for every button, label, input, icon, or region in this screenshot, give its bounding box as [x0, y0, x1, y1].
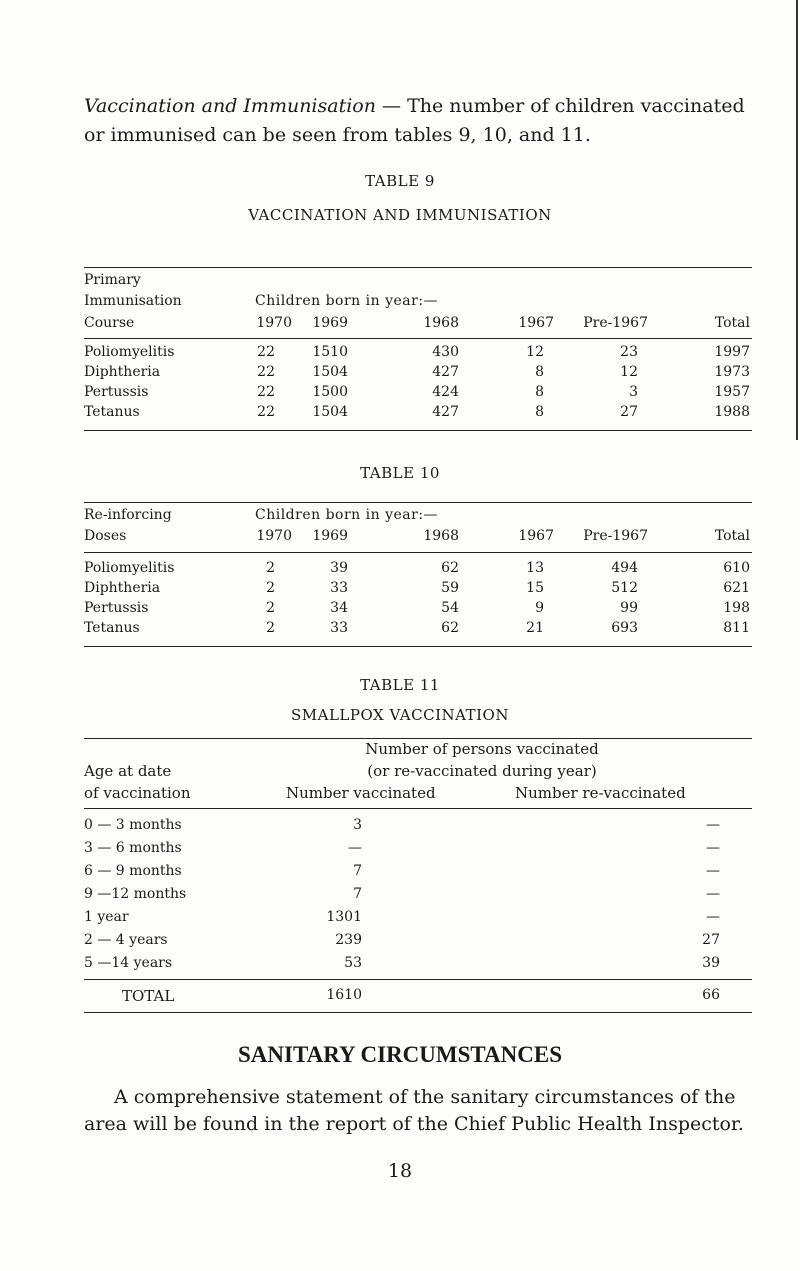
table10-cell: 811	[723, 620, 750, 636]
table10-cell: 15	[526, 580, 544, 596]
table9-cell: 3	[629, 384, 638, 400]
table9-cell: 427	[432, 364, 459, 380]
table10-col-total: Total	[714, 528, 750, 544]
table9-col-pre1967: Pre-1967	[583, 315, 648, 331]
table10-row-label: Pertussis	[84, 600, 149, 616]
table10-col-1969: 1969	[312, 528, 348, 544]
table10-cell: 21	[526, 620, 544, 636]
table10-caption: TABLE 10	[360, 464, 440, 482]
table11-col-vaccinated: Number vaccinated	[286, 784, 436, 802]
table11-age-header-1: Age at date	[84, 762, 172, 780]
table10-header-line2: Doses	[84, 528, 127, 544]
table9-subtitle: VACCINATION AND IMMUNISATION	[248, 206, 552, 224]
table9-cell: 424	[432, 384, 459, 400]
table11-age: 1 year	[84, 909, 129, 925]
table11-vacc: 239	[335, 932, 362, 948]
table10-row-label: Poliomyelitis	[84, 560, 175, 576]
table9-cell: 22	[257, 344, 275, 360]
table11-revacc: —	[706, 863, 720, 879]
table10-col-1970: 1970	[256, 528, 292, 544]
table10-cell: 2	[266, 560, 275, 576]
table9-cell: 8	[535, 384, 544, 400]
table9-cell: 427	[432, 404, 459, 420]
table11-age: 5 —14 years	[84, 955, 173, 971]
sanitary-heading: SANITARY CIRCUMSTANCES	[238, 1042, 562, 1067]
table11-revacc: —	[706, 840, 720, 856]
table9-col-1969: 1969	[312, 315, 348, 331]
table9-cell: 1988	[714, 404, 750, 420]
table10-cell: 33	[330, 580, 348, 596]
table10-cell: 198	[723, 600, 750, 616]
table11-col-revaccinated: Number re-vaccinated	[515, 784, 686, 802]
table10-group-header: Children born in year:—	[255, 507, 439, 523]
table11-vacc: 1301	[326, 909, 362, 925]
table9-header-line1: Primary	[84, 272, 141, 288]
table9-col-1967: 1967	[518, 315, 554, 331]
table11-caption: TABLE 11	[360, 676, 440, 694]
table10-row-label: Tetanus	[84, 620, 140, 636]
table10-cell: 62	[441, 560, 459, 576]
table11-revacc: 27	[702, 932, 720, 948]
table11-group-header-1: Number of persons vaccinated	[365, 740, 599, 758]
intro-text: — The number of children vaccinated or immunised can be seen from tables 9, 10, and 11.	[84, 95, 745, 146]
table11-total-vacc: 1610	[326, 987, 362, 1003]
table10-cell: 9	[535, 600, 544, 616]
table11-revacc: —	[706, 909, 720, 925]
table9-cell: 22	[257, 384, 275, 400]
page-number: 18	[387, 1160, 413, 1182]
table9-cell: 1504	[312, 364, 348, 380]
table10-cell: 693	[611, 620, 638, 636]
table10-cell: 2	[266, 580, 275, 596]
table11-age: 3 — 6 months	[84, 840, 182, 856]
table9-bottom-rule	[84, 430, 752, 431]
table9-cell: 1973	[714, 364, 750, 380]
table9-cell: 22	[257, 404, 275, 420]
table10-cell: 54	[441, 600, 459, 616]
table11-age: 9 —12 months	[84, 886, 187, 902]
table10-cell: 62	[441, 620, 459, 636]
table9-cell: 27	[620, 404, 638, 420]
table10-cell: 494	[611, 560, 638, 576]
table9-col-total: Total	[714, 315, 750, 331]
table10-header-line1: Re-inforcing	[84, 507, 172, 523]
table9-header-rule	[84, 338, 752, 339]
table9-top-rule	[84, 267, 752, 268]
table11-vacc: 53	[344, 955, 362, 971]
table10-cell: 512	[611, 580, 638, 596]
table10-cell: 59	[441, 580, 459, 596]
table10-col-pre1967: Pre-1967	[583, 528, 648, 544]
table11-age: 2 — 4 years	[84, 932, 168, 948]
table9-cell: 12	[620, 364, 638, 380]
table10-top-rule	[84, 502, 752, 503]
table10-cell: 2	[266, 600, 275, 616]
table11-total-rule	[84, 979, 752, 980]
table9-cell: 1500	[312, 384, 348, 400]
table9-cell: 8	[535, 404, 544, 420]
table11-bottom-rule	[84, 1012, 752, 1013]
table10-col-1967: 1967	[518, 528, 554, 544]
table9-cell: 1997	[714, 344, 750, 360]
table10-cell: 33	[330, 620, 348, 636]
table10-bottom-rule	[84, 646, 752, 647]
table11-vacc: —	[348, 840, 362, 856]
table9-header-line2: Immunisation	[84, 293, 182, 309]
table9-header-line3: Course	[84, 315, 135, 331]
table10-cell: 13	[526, 560, 544, 576]
table11-subtitle: SMALLPOX VACCINATION	[291, 706, 509, 724]
table9-cell: 12	[526, 344, 544, 360]
table9-cell: 1957	[714, 384, 750, 400]
table9-cell: 1504	[312, 404, 348, 420]
table9-cell: 1510	[312, 344, 348, 360]
table11-top-rule	[84, 738, 752, 739]
table9-caption: TABLE 9	[365, 172, 435, 190]
table10-col-1968: 1968	[423, 528, 459, 544]
table11-total-label: TOTAL	[122, 987, 175, 1005]
table11-revacc: —	[706, 817, 720, 833]
table9-col-1970: 1970	[256, 315, 292, 331]
intro-paragraph	[84, 92, 764, 150]
table11-group-header-2: (or re-vaccinated during year)	[367, 762, 597, 780]
table9-cell: 8	[535, 364, 544, 380]
table11-vacc: 7	[353, 863, 362, 879]
table11-revacc: 39	[702, 955, 720, 971]
table9-cell: 23	[620, 344, 638, 360]
table9-row-label: Pertussis	[84, 384, 149, 400]
table9-col-1968: 1968	[423, 315, 459, 331]
table9-row-label: Diphtheria	[84, 364, 161, 380]
table9-cell: 22	[257, 364, 275, 380]
table10-cell: 34	[330, 600, 348, 616]
table10-cell: 99	[620, 600, 638, 616]
table10-cell: 2	[266, 620, 275, 636]
table10-cell: 610	[723, 560, 750, 576]
table11-header-rule	[84, 808, 752, 809]
table11-revacc: —	[706, 886, 720, 902]
table9-group-header: Children born in year:—	[255, 293, 439, 309]
intro-title: Vaccination and Immunisation	[84, 95, 376, 117]
table11-vacc: 3	[353, 817, 362, 833]
sanitary-paragraph: A comprehensive statement of the sanitary circumstances of the area will be found in the report of the Chief Public Health Inspector.	[84, 1086, 744, 1135]
table11-vacc: 7	[353, 886, 362, 902]
table11-age-header-2: of vaccination	[84, 784, 191, 802]
table11-age: 0 — 3 months	[84, 817, 182, 833]
table10-cell: 621	[723, 580, 750, 596]
table10-header-rule	[84, 552, 752, 553]
table11-total-revacc: 66	[702, 987, 720, 1003]
table9-row-label: Poliomyelitis	[84, 344, 175, 360]
table9-cell: 430	[432, 344, 459, 360]
table10-row-label: Diphtheria	[84, 580, 161, 596]
table9-row-label: Tetanus	[84, 404, 140, 420]
table10-cell: 39	[330, 560, 348, 576]
table11-age: 6 — 9 months	[84, 863, 182, 879]
